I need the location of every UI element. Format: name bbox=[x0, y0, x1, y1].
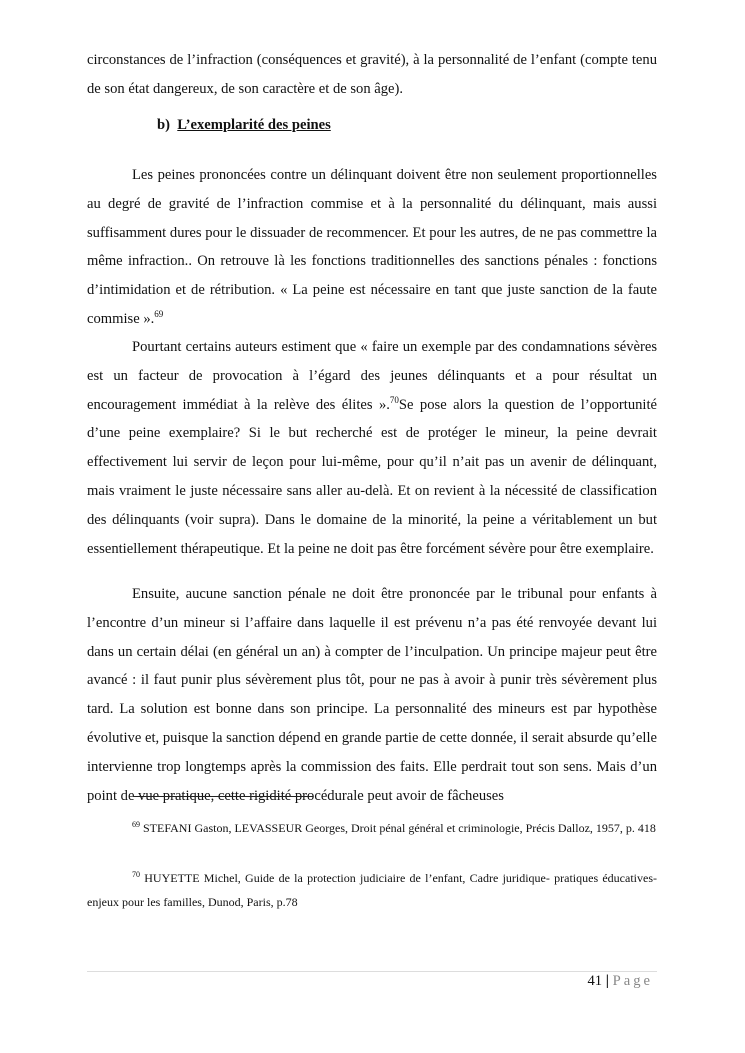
footnote-ref[interactable]: 69 bbox=[154, 308, 164, 319]
footnote-text: HUYETTE Michel, Guide de la protection judiciaire de l’enfant, Cadre juridique- pratiques éducatives- enjeux pour les familles, Dunod, Paris, p.78 bbox=[87, 871, 657, 909]
paragraph-continuation bbox=[87, 46, 657, 104]
paragraph-text: circonstances de l’infraction (conséquences et gravité), à la personnalité de l’enfant (compte tenu de son état dangereux, de son caractère et de son âge). bbox=[87, 52, 657, 97]
paragraph-text: Pourtant certains auteurs estiment que « faire un exemple par des condamnations sévères est un facteur de provocation à l’égard des jeunes délinquants et a pour résultat un encouragement immédiat à la relève des élites ». bbox=[87, 339, 657, 413]
footer-rule bbox=[87, 971, 657, 972]
paragraph-exemplarity bbox=[87, 161, 657, 334]
page-number-value: 41 bbox=[587, 973, 603, 989]
section-heading bbox=[157, 117, 331, 134]
footnote-69 bbox=[87, 818, 657, 838]
page-label: Page bbox=[612, 973, 653, 989]
page-number bbox=[588, 973, 654, 990]
heading-title: L’exemplarité des peines bbox=[177, 117, 331, 133]
footnote-number: 70 bbox=[132, 870, 140, 879]
paragraph-delay bbox=[87, 580, 657, 810]
paragraph-text: Ensuite, aucune sanction pénale ne doit être prononcée par le tribunal pour enfants à l’encontre d’un mineur si l’affaire dans laquelle il est prévenu n’a pas été renvoyée devant lui dans un certain délai (en général un an) à compter de l’inculpation. Un principe majeur peut être avancé : il faut punir plus sévèrement plus tôt, pour ne pas à avoir à punir très sévèrement plus tard. La solution est bonne dans son principe. La personnalité des mineurs est par hypothèse évolutive et, puisque la sanction dépend en grande partie de cette donnée, il serait absurde qu’elle intervienne trop longtemps après la commission des faits. Elle perdrait tout son sens. Mais d’un point de vue pratique, cette rigidité procédurale peut avoir de fâcheuses bbox=[87, 586, 657, 804]
footnote-separator bbox=[133, 796, 313, 797]
footnote-text: STEFANI Gaston, LEVASSEUR Georges, Droit pénal général et criminologie, Précis Dalloz, 1957, p. 418 bbox=[143, 821, 656, 835]
heading-label: b) bbox=[157, 117, 170, 133]
paragraph-authors bbox=[87, 333, 657, 563]
paragraph-text: Se pose alors la question de l’opportunité d’une peine exemplaire? Si le but recherché est de protéger le mineur, la peine devrait effectivement lui servir de leçon pour lui-même, pour qu’il n’ait pas un avenir de délinquant, mais vraiment le juste nécessaire sans aller au-delà. Et on revient à la nécessité de classification des délinquants (voir supra). Dans le domaine de la minorité, la peine a véritablement un but essentiellement thérapeutique. Et la peine ne doit pas être forcément sévère pour être exemplaire. bbox=[87, 396, 657, 557]
footnote-number: 69 bbox=[132, 820, 140, 829]
footnote-ref[interactable]: 70 bbox=[389, 394, 399, 405]
footnote-70 bbox=[87, 866, 657, 914]
paragraph-text: Les peines prononcées contre un délinquant doivent être non seulement proportionnelles au degré de gravité de l’infraction commise et à la personnalité du délinquant, mais aussi suffisamment dures pour le dissuader de recommencer. Et pour les autres, de ne pas commettre la même infraction.. On retrouve là les fonctions traditionnelles des sanctions pénales : fonctions d’intimidation et de rétribution. « La peine est nécessaire en tant que juste sanction de la faute commise ». bbox=[87, 167, 657, 327]
page-separator: | bbox=[605, 973, 609, 989]
